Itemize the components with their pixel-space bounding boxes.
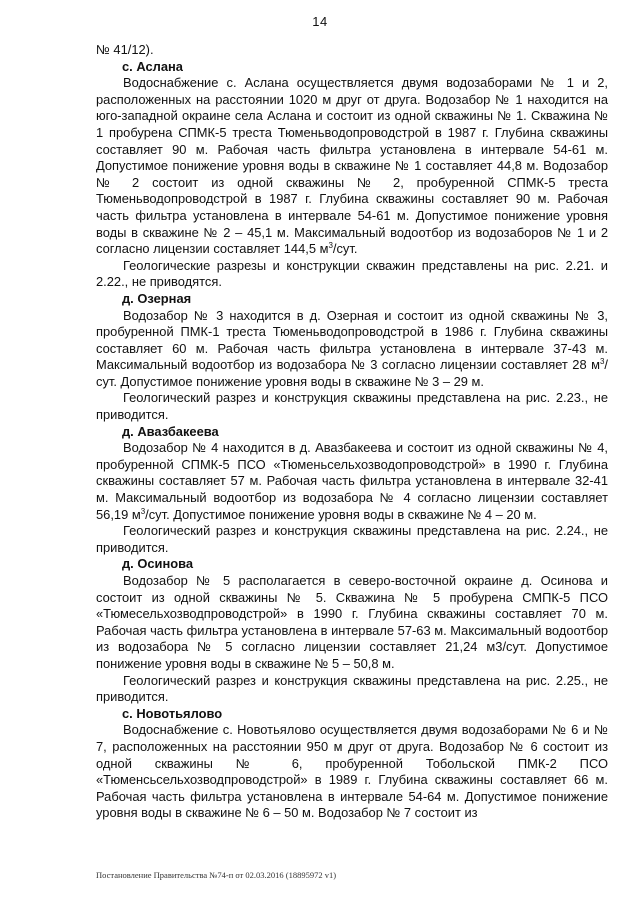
section-heading: с. Аслана [122, 58, 183, 74]
paragraph: Геологический разрез и конструкция скважины представлена на рис. 2.23., не приводится. [96, 390, 608, 423]
document-body [96, 42, 608, 822]
section-heading: с. Новотьялово [122, 705, 223, 721]
paragraph: Водозабор № 4 находится в д. Авазбакеева и состоит из одной скважины № 4, пробуренной СПМК-5 ПСО «Тюменьсельхозводопроводстрой» в 1990 г. Глубина скважины составляет 57 м. Рабочая часть фильтра установлена в интервале 32-41 м. Максимальный водоотбор из водозабора № 4 согласно лицензии составляет 56,19 $м^3$/сут. Допустимое понижение уровня воды в скважине № 4 – 20 м. [96, 440, 608, 522]
paragraph: Геологические разрезы и конструкции скважин представлены на рис. 2.21. и 2.22., не приводятся. [96, 257, 608, 290]
paragraph: Водоснабжение с. Аслана осуществляется двумя водозаборами № 1 и 2, расположенных на расстоянии 1020 м друг от друга. Водозабор № 1 находится на юго-западной окраине села Аслана и состоит из одной скважины № 1. Скважина № 1 пробурена СПМК-5 треста Тюменьводопроводстрой в 1987 г. Глубина скважины составляет 90 м. Рабочая часть фильтра установлена в интервале 54-61 м. Допустимое понижение уровня воды в скважине № 1 составляет 44,8 м. Водозабор № 2 состоит из одной скважины № 2, пробуренной СПМК-5 треста Тюменьводопроводстрой в 1987 г. Глубина скважины составляет 90 м. Рабочая часть фильтра установлена в интервале 54-61 м. Допустимое понижение уровня воды в скважине № 2 – 45,1 м. Максимальный водоотбор из водозаборов № 1 и 2 согласно лицензии составляет 144,5 $м^3$/сут. [96, 75, 608, 257]
paragraph: Геологический разрез и конструкция скважины представлена на рис. 2.24., не приводится. [96, 523, 608, 555]
section-osinova [96, 556, 608, 705]
section-ozernaya [96, 291, 608, 424]
section-avazbakeeva [96, 424, 608, 557]
paragraph: Геологический разрез и конструкция скважины представлена на рис. 2.25., не приводится. [96, 672, 608, 705]
document-footer: Постановление Правительства №74-п от 02.03.2016 (18895972 v1) [96, 870, 337, 880]
paragraph: Водозабор № 3 находится в д. Озерная и состоит из одной скважины № 3, пробуренной ПМК-1 треста Тюменьводопроводстрой в 1986 г. Глубина скважины составляет 60 м. Рабочая часть фильтра установлена в интервале 37-43 м. Максимальный водоотбор из водозабора № 3 согласно лицензии составляет 28 $м^3$/сут. Допустимое понижение уровня воды в скважине № 3 – 29 м. [96, 307, 608, 389]
page-number: 14 [312, 14, 328, 29]
section-aslana [96, 59, 608, 291]
paragraph: Водозабор № 5 располагается в северо-восточной окраине д. Осинова и состоит из одной скважины № 5. Скважина № 5 пробурена СМПК-5 ПСО «Тюмесельхозводпроводстрой» в 1990 г. Глубина скважины составляет 70 м. Рабочая часть фильтра установлена в интервале 57-63 м. Максимальный водоотбор из водозабора № 5 согласно лицензии составляет 21,24 м3/сут. Допустимое понижение уровня воды в скважине № 5 – 50,8 м. [96, 573, 608, 671]
section-heading: д. Осинова [122, 556, 194, 572]
section-novotyalovo [96, 706, 608, 822]
section-heading: д. Авазбакеева [122, 423, 219, 439]
paragraph: Водоснабжение с. Новотьялово осуществляется двумя водозаборами № 6 и № 7, расположенных на расстоянии 950 м друг от друга. Водозабор № 6 состоит из одной скважины № 6, пробуренной Тобольской ПМК-2 ПСО «Тюменсьсельхозводпроводстрой» в 1989 г. Глубина скважины составляет 66 м. Рабочая часть фильтра установлена в интервале 54-64 м. Допустимое понижение уровня воды в скважине № 6 – 50 м. Водозабор № 7 состоит из [96, 722, 608, 821]
section-heading: д. Озерная [122, 290, 192, 306]
intro-text: № 41/12). [96, 42, 154, 57]
